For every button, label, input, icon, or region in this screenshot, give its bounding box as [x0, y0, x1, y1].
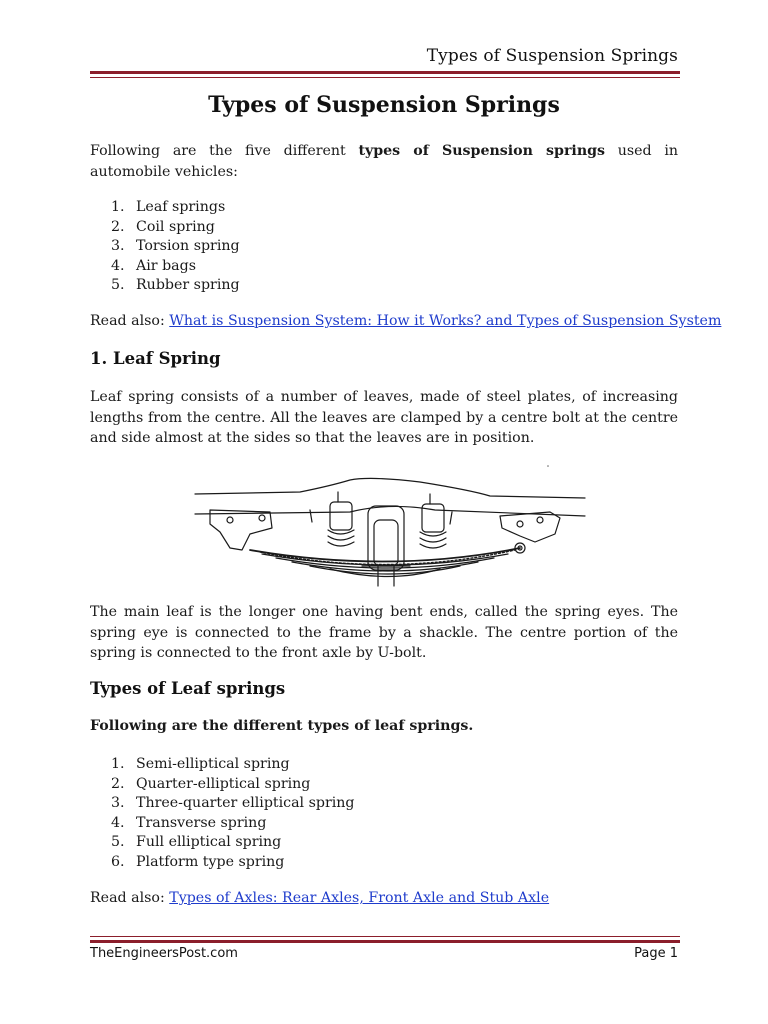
types-of-leaf-springs-heading: Types of Leaf springs — [90, 679, 286, 698]
footer-page-number: Page 1 — [634, 946, 678, 961]
intro-prefix: Following are the five different — [90, 143, 359, 159]
leaf-spring-heading: 1. Leaf Spring — [90, 349, 221, 368]
intro-bold: types of Suspension springs — [358, 143, 606, 159]
page-title: Types of Suspension Springs — [208, 92, 560, 118]
intro-suffix: used in automobile vehicles: — [90, 143, 678, 180]
running-header-title: Types of Suspension Springs — [426, 46, 678, 66]
list-item: 1. Leaf springs — [111, 199, 226, 215]
list-item: 2. Coil spring — [111, 218, 215, 235]
leaf-types-intro: Following are the different types of leaf springs. — [90, 718, 474, 734]
footer-site: TheEngineersPost.com — [90, 946, 238, 961]
header-rule-thick — [90, 71, 680, 74]
read-also-suspension: Read also: What is Suspension System: How it Works? and Types of Suspension System — [90, 313, 722, 329]
list-item: 3. Torsion spring — [111, 238, 240, 254]
list-item: 5. Full elliptical spring — [111, 834, 282, 850]
intro-paragraph — [90, 141, 678, 182]
list-item: 5. Rubber spring — [111, 277, 240, 293]
footer-rule-thin — [90, 936, 680, 937]
list-item: 2. Quarter-elliptical spring — [111, 775, 311, 792]
suspension-system-link[interactable]: What is Suspension System: How it Works? and Types of Suspension System — [169, 313, 722, 329]
main-leaf-paragraph: The main leaf is the longer one having bent ends, called the spring eyes. The spring eye is connected to the frame by a shackle. The centre portion of the spring is connected to the front axle by U-bolt. — [90, 604, 678, 661]
list-item: 3. Three-quarter elliptical spring — [111, 795, 355, 811]
list-item: 1. Semi-elliptical spring — [111, 756, 290, 772]
list-item: 6. Platform type spring — [111, 853, 285, 870]
header-rule-thin — [90, 77, 680, 78]
leaf-spring-paragraph: Leaf spring consists of a number of leaves, made of steel plates, of increasing lengths from the centre. All the leaves are clamped by a centre bolt at the centre and side almost at the sides so that the leaves are in position. — [90, 389, 678, 446]
read-also-axles: Read also: Types of Axles: Rear Axles, Front Axle and Stub Axle — [90, 890, 550, 906]
types-of-axles-link[interactable]: Types of Axles: Rear Axles, Front Axle and Stub Axle — [169, 890, 550, 906]
leaf-spring-diagram — [190, 462, 590, 590]
footer-rule-thick — [90, 940, 680, 943]
spring-types-list — [111, 198, 240, 296]
list-item: 4. Transverse spring — [111, 814, 267, 831]
list-item: 4. Air bags — [111, 257, 196, 274]
leaf-types-list — [111, 755, 355, 872]
